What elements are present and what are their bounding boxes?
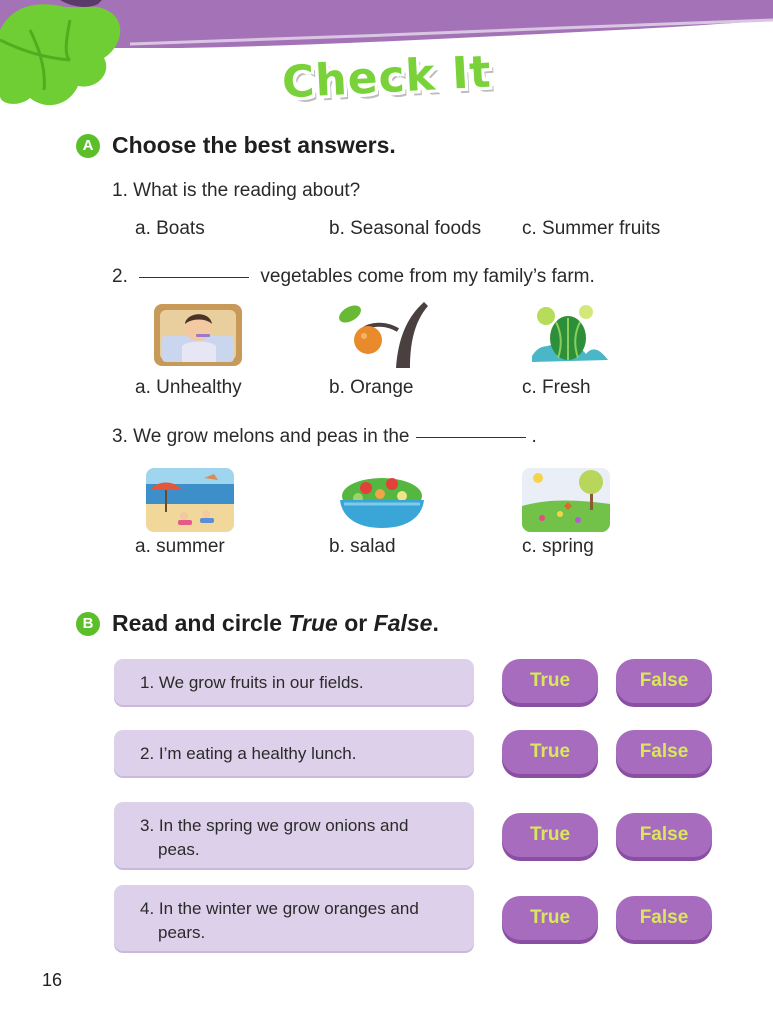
statement-4-true-button[interactable]: True [502, 896, 598, 940]
statement-3-number: 3. [140, 816, 155, 835]
section-b-badge: B [76, 612, 100, 636]
spring-meadow-icon [520, 466, 612, 534]
question-1-text: What is the reading about? [133, 180, 361, 201]
section-b-heading [76, 610, 439, 637]
section-b-title [112, 610, 439, 637]
statement-row-1 [114, 659, 714, 705]
question-1 [112, 180, 360, 202]
title-container [0, 46, 773, 109]
question-2-blank[interactable] [139, 277, 249, 278]
statement-2-number: 2. [140, 744, 155, 763]
statement-3-text-line-2: peas. [158, 840, 200, 859]
statement-1-true-button[interactable]: True [502, 659, 598, 703]
section-b-title-start: Read and circle [112, 610, 289, 636]
q1-option-a[interactable]: a. Boats [135, 218, 205, 239]
statement-1-number: 1. [140, 673, 155, 692]
statement-4 [114, 885, 474, 951]
statement-1 [114, 659, 474, 705]
question-3-blank[interactable] [416, 437, 526, 438]
statement-2-false-button[interactable]: False [616, 730, 712, 774]
orange-on-branch-icon [336, 300, 428, 368]
statement-4-line-1 [140, 897, 458, 921]
question-1-number: 1. [112, 180, 128, 201]
question-3-number: 3. [112, 426, 128, 447]
page-title: Check It [280, 46, 493, 109]
section-a-heading [76, 132, 396, 159]
statement-3 [114, 802, 474, 868]
fresh-vegetable-splash-icon [522, 300, 614, 368]
q3-option-c[interactable]: c. spring [522, 536, 594, 557]
statement-row-2 [114, 730, 714, 776]
section-b-title-false: False [373, 610, 433, 636]
q3-option-b[interactable]: b. salad [329, 536, 396, 557]
section-a-title: Choose the best answers. [112, 132, 396, 158]
q1-option-c[interactable]: c. Summer fruits [522, 218, 661, 239]
statement-row-4 [114, 885, 714, 951]
question-2-text: vegetables come from my family’s farm. [260, 266, 595, 287]
statement-3-text-line-1: In the spring we grow onions and [158, 816, 409, 835]
section-b-title-end: . [432, 610, 439, 636]
statement-2 [114, 730, 474, 776]
section-b-title-mid: or [337, 610, 374, 636]
statement-3-line-1 [140, 814, 458, 838]
sick-child-icon [152, 300, 244, 368]
page-number: 16 [42, 970, 63, 990]
statement-3-true-button[interactable]: True [502, 813, 598, 857]
statement-4-text-line-1: In the winter we grow oranges and [158, 899, 419, 918]
question-2-number: 2. [112, 266, 128, 287]
statement-2-text: I’m eating a healthy lunch. [158, 744, 357, 763]
statement-3-false-button[interactable]: False [616, 813, 712, 857]
statement-4-false-button[interactable]: False [616, 896, 712, 940]
statement-4-text-line-2: pears. [158, 923, 206, 942]
question-3-text: We grow melons and peas in the [133, 426, 410, 447]
statement-1-text: We grow fruits in our fields. [158, 673, 364, 692]
q2-option-c[interactable]: c. Fresh [522, 377, 591, 398]
section-a-badge: A [76, 134, 100, 158]
statement-2-true-button[interactable]: True [502, 730, 598, 774]
statement-row-3 [114, 802, 714, 868]
statement-4-number: 4. [140, 899, 155, 918]
statement-1-false-button[interactable]: False [616, 659, 712, 703]
beach-scene-icon [144, 466, 236, 534]
q2-option-a[interactable]: a. Unhealthy [135, 377, 242, 398]
question-2 [112, 266, 595, 288]
salad-bowl-icon [336, 466, 428, 534]
question-3-period: . [531, 426, 537, 447]
q3-option-a[interactable]: a. summer [135, 536, 225, 557]
question-3 [112, 426, 537, 448]
q1-option-b[interactable]: b. Seasonal foods [329, 218, 482, 239]
q2-option-b[interactable]: b. Orange [329, 377, 414, 398]
section-b-title-true: True [288, 610, 338, 636]
